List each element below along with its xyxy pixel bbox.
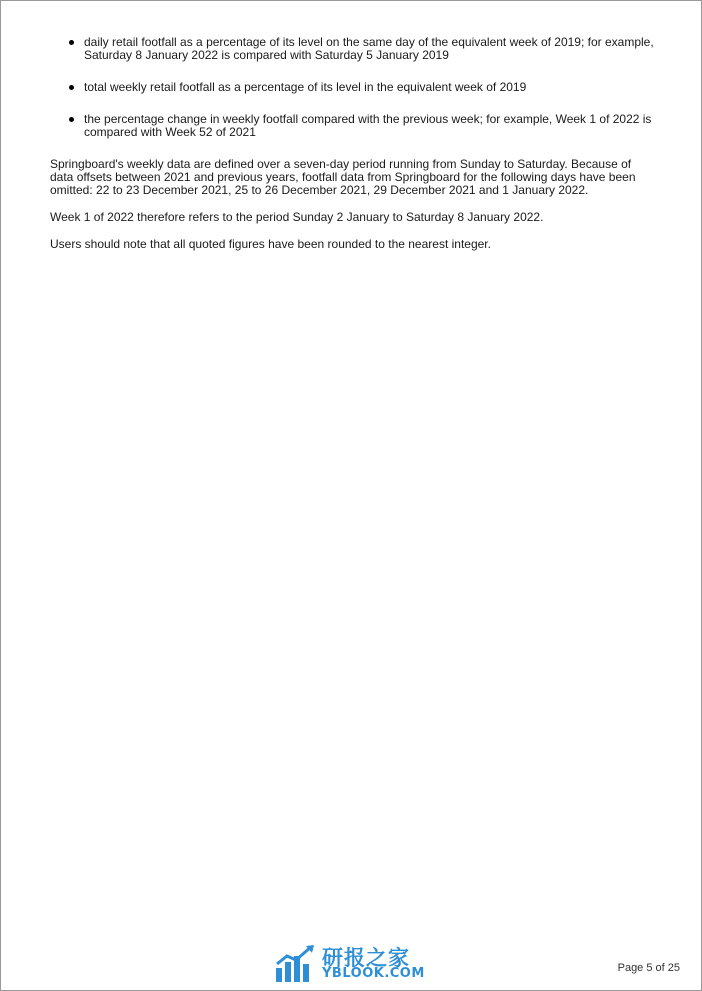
list-item <box>50 113 660 139</box>
bullet-text: daily retail footfall as a percentage of its level on the same day of the equivalent week of 2019; for example, Saturday 8 January 2022 is compared with Saturday 5 January 2019 <box>84 35 654 62</box>
bullet-text: the percentage change in weekly footfall compared with the previous week; for example, Week 1 of 2022 is compared with Week 52 of 2021 <box>84 112 652 139</box>
bullet-list <box>50 36 660 139</box>
bar-chart-logo-icon <box>274 944 316 984</box>
bullet-icon <box>69 85 74 90</box>
watermark-logo <box>274 942 434 986</box>
list-item <box>50 81 660 94</box>
bullet-text: total weekly retail footfall as a percentage of its level in the equivalent week of 2019 <box>84 80 527 94</box>
page-number: Page 5 of 25 <box>617 962 680 974</box>
paragraph-data-definition: Springboard's weekly data are defined over a seven-day period running from Sunday to Saturday. Because of data offsets between 2021 and previous years, footfall data from Springboard for the following days have been omitted: 22 to 23 December 2021, 25 to 26 December 2021, 29 December 2021 and 1 January 2022. <box>50 157 636 197</box>
paragraph-rounding-note: Users should note that all quoted figures have been rounded to the nearest integer. <box>50 237 491 251</box>
page-content <box>50 36 660 265</box>
list-item <box>50 36 660 62</box>
watermark-name-cn: 研报之家 <box>322 946 410 970</box>
bullet-icon <box>69 40 74 45</box>
watermark-name-en: YBLOOK.COM <box>322 966 425 981</box>
paragraph-week-definition: Week 1 of 2022 therefore refers to the period Sunday 2 January to Saturday 8 January 2022. <box>50 210 544 224</box>
bullet-icon <box>69 117 74 122</box>
